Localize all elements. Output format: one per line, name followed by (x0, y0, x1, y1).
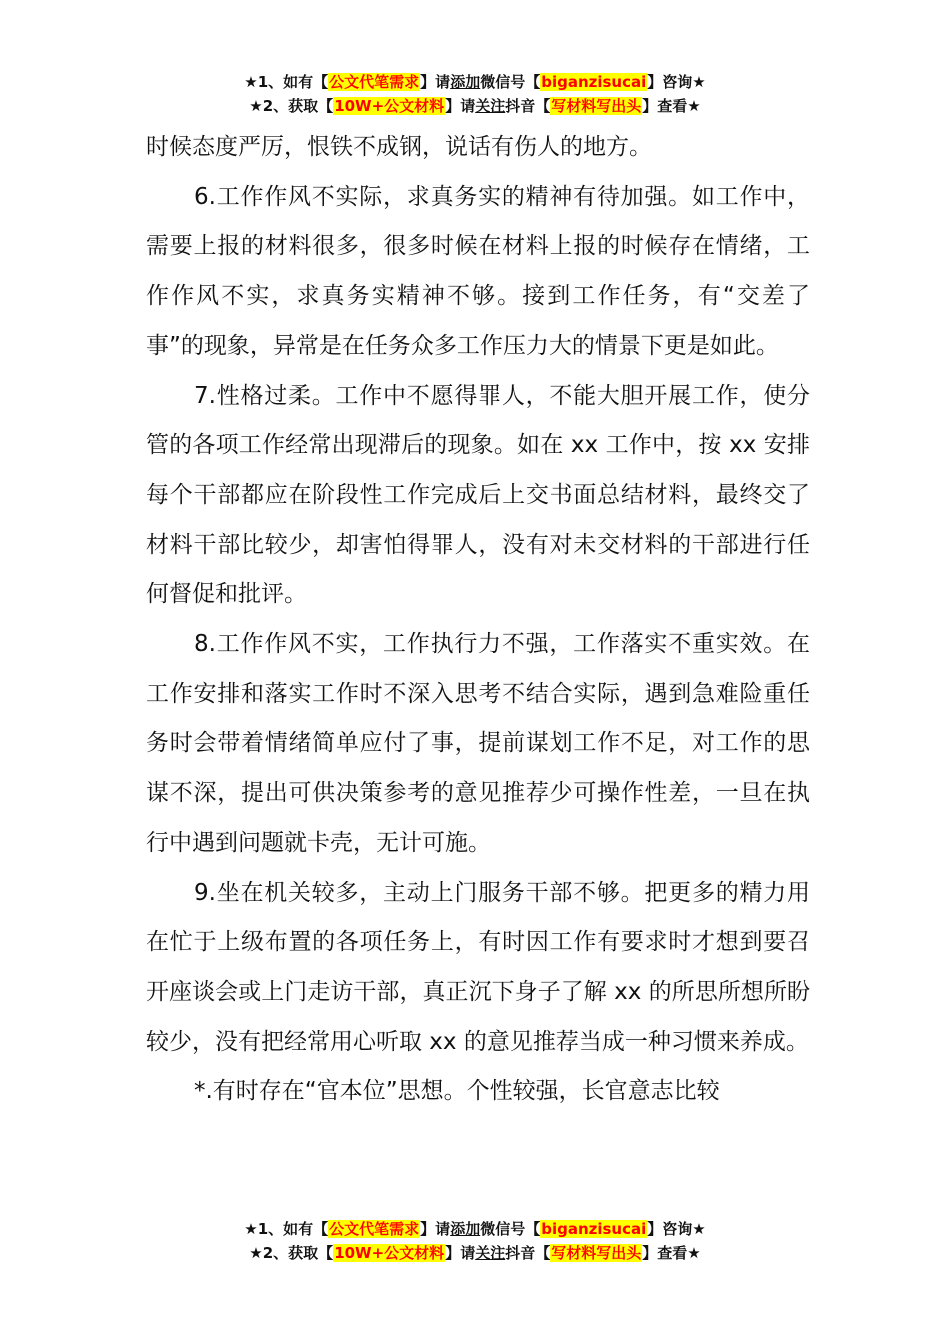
highlight-materials: 10W+公文材料 (334, 97, 445, 115)
banner-text: 】查看★ (642, 1244, 701, 1262)
banner-text: 】请 (445, 97, 476, 115)
banner-text: 抖音【 (505, 1244, 551, 1262)
highlight-douyin-account: 写材料写出头 (551, 1244, 642, 1262)
footer-banner (0, 1217, 950, 1265)
paragraph-item-7: 7.性格过柔。工作中不愿得罪人，不能大胆开展工作，使分管的各项工作经常出现滞后的现象。如在 xx 工作中，按 xx 安排每个干部都应在阶段性工作完成后上交书面总结材料，最终交了材料干部比较少，却害怕得罪人，没有对未交材料的干部进行任何督促和批评。 (146, 382, 810, 608)
banner-text: 】查看★ (642, 97, 701, 115)
banner-text: ★2、获取【 (249, 1244, 334, 1262)
highlight-wechat-id: biganzisucai (541, 73, 647, 91)
banner-text: 微信号【 (480, 73, 541, 91)
document-body (146, 123, 810, 1117)
banner-line-1 (0, 70, 950, 94)
highlight-douyin-account: 写材料写出头 (551, 97, 642, 115)
banner-text: 】请 (420, 73, 451, 91)
paragraph-item-9: 9.坐在机关较多，主动上门服务干部不够。把更多的精力用在忙于上级布置的各项任务上，有时因工作有要求时才想到要召开座谈会或上门走访干部，真正沉下身子了解 xx 的所思所想所盼较少，没有把经常用心听取 xx 的意见推荐当成一种习惯来养成。 (146, 879, 810, 1055)
banner-text: 】请 (420, 1220, 451, 1238)
header-banner (0, 70, 950, 118)
banner-line-2 (0, 94, 950, 118)
highlight-materials: 10W+公文材料 (334, 1244, 445, 1262)
banner-text: ★1、如有【 (244, 73, 329, 91)
paragraph-continued: 时候态度严厉，恨铁不成钢，说话有伤人的地方。 (146, 134, 652, 160)
underlined-text: 关注 (475, 97, 506, 115)
banner-line-1 (0, 1217, 950, 1241)
banner-text: ★1、如有【 (244, 1220, 329, 1238)
underlined-text: 添加 (450, 1220, 481, 1238)
banner-text: 】咨询★ (647, 73, 706, 91)
banner-text: 】请 (445, 1244, 476, 1262)
highlight-wechat-id: biganzisucai (541, 1220, 647, 1238)
banner-text: 微信号【 (480, 1220, 541, 1238)
banner-line-2 (0, 1241, 950, 1265)
paragraph-item-8: 8.工作作风不实，工作执行力不强，工作落实不重实效。在工作安排和落实工作时不深入思考不结合实际，遇到急难险重任务时会带着情绪简单应付了事，提前谋划工作不足，对工作的思谋不深，提出可供决策参考的意见推荐少可操作性差，一旦在执行中遇到问题就卡壳，无计可施。 (146, 631, 810, 856)
paragraph-item-6: 6.工作作风不实际，求真务实的精神有待加强。如工作中，需要上报的材料很多，很多时候在材料上报的时候存在情绪，工作作风不实，求真务实精神不够。接到工作任务，有“交差了事”的现象，异常是在任务众多工作压力大的情景下更是如此。 (146, 183, 810, 359)
underlined-text: 关注 (475, 1244, 506, 1262)
highlight-service: 公文代笔需求 (329, 1220, 420, 1238)
paragraph-item-10: *.有时存在“官本位”思想。个性较强，长官意志比较 (194, 1078, 720, 1105)
highlight-service: 公文代笔需求 (329, 73, 420, 91)
banner-text: ★2、获取【 (249, 97, 334, 115)
banner-text: 】咨询★ (647, 1220, 706, 1238)
banner-text: 抖音【 (505, 97, 551, 115)
underlined-text: 添加 (450, 73, 481, 91)
